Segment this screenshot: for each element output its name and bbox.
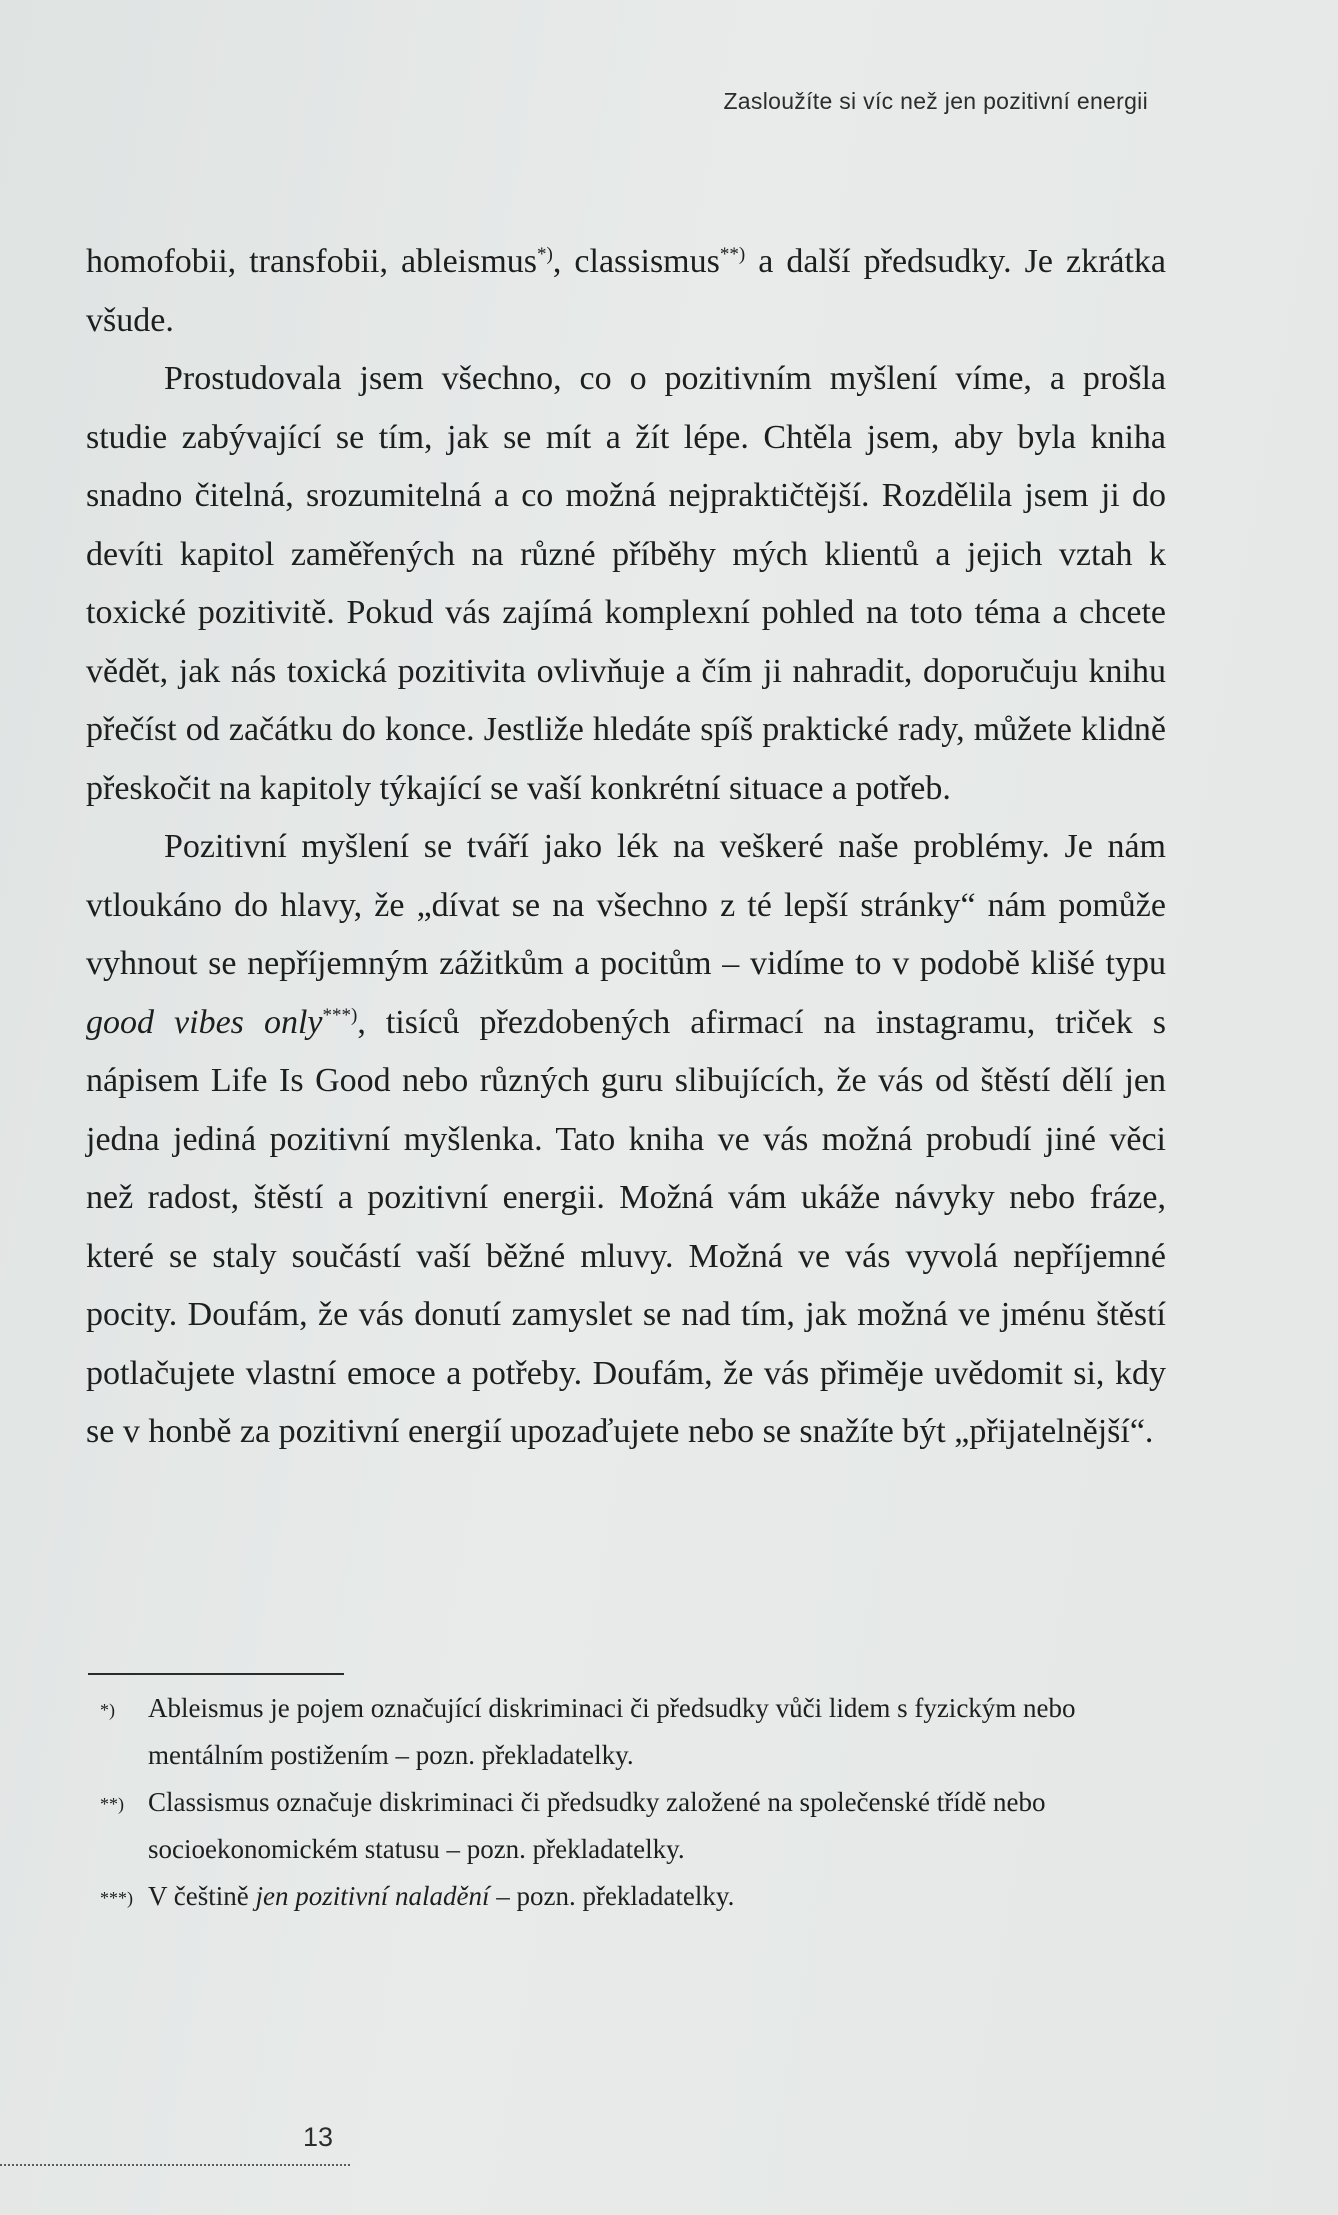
footnote-text xyxy=(148,1779,1170,1873)
body-text xyxy=(86,233,1166,1462)
text-run: , tisíců přezdobených afirmací na instagramu, triček s nápisem Life Is Good nebo různých guru slibujících, že vás od štěstí dělí jen jedna jediná pozitivní myšlenka. Tato kniha ve vás možná probudí jiné věci než radost, štěstí a pozitivní energii. Možná vám ukáže návyky nebo fráze, které se staly součástí vaší běžné mluvy. Možná ve vás vyvolá nepříjemné pocity. Doufám, že vás donutí zamyslet se nad tím, jak možná ve jménu štěstí potlačujete vlastní emoce a potřeby. Doufám, že vás přiměje uvědomit si, kdy se v honbě za pozitivní energií upozaďujete nebo se snažíte být „přijatelnější“. xyxy=(86,1003,1166,1450)
text-run: Ableismus je pojem označující diskriminaci či předsudky vůči lidem s fyzickým nebo mentálním postižením – pozn. překladatelky. xyxy=(148,1693,1076,1770)
text-run: homofobii, transfobii, ableismus xyxy=(86,243,538,280)
text-run: , classismus xyxy=(552,243,720,280)
italic-text: jen pozitivní naladění xyxy=(255,1881,490,1911)
text-run: Classismus označuje diskriminaci či předsudky založené na společenské třídě nebo socioekonomickém statusu – pozn. překladatelky. xyxy=(148,1787,1046,1864)
footnote xyxy=(100,1685,1170,1779)
paragraph xyxy=(86,233,1166,350)
bottom-dotted-line xyxy=(0,2164,350,2166)
paragraph xyxy=(86,350,1166,818)
text-run: V češtině xyxy=(148,1881,256,1911)
footnote-reference: *) xyxy=(537,244,553,265)
paragraph xyxy=(86,818,1166,1462)
footnote-reference: **) xyxy=(719,244,746,265)
text-run: – pozn. překladatelky. xyxy=(489,1881,735,1911)
footnote-mark: **) xyxy=(100,1794,124,1814)
footnote-text xyxy=(148,1685,1170,1779)
italic-text: good vibes only xyxy=(86,1003,323,1041)
page-number: 13 xyxy=(303,2122,334,2152)
footnote-rule xyxy=(88,1673,344,1675)
footnote-reference: ***) xyxy=(322,1004,358,1026)
footnotes xyxy=(100,1685,1170,1922)
text-run: Prostudovala jsem všechno, co o pozitivním myšlení víme, a prošla studie zabývající se tím, jak se mít a žít lépe. Chtěla jsem, aby byla kniha snadno čitelná, srozumitelná a co možná nejpraktičtější. Rozdělila jsem ji do devíti kapitol zaměřených na různé příběhy mých klientů a jejich vztah k toxické pozitivitě. Pokud vás zajímá komplexní pohled na toto téma a chcete vědět, jak nás toxická pozitivita ovlivňuje a čím ji nahradit, doporučuju knihu přečíst od začátku do konce. Jestliže hledáte spíš praktické rady, můžete klidně přeskočit na kapitoly týkající se vaší konkrétní situace a potřeb. xyxy=(86,360,1166,807)
footnote-mark: ***) xyxy=(100,1888,133,1908)
footnote xyxy=(100,1779,1170,1873)
footnote-text xyxy=(148,1873,1170,1922)
footnote xyxy=(100,1873,1170,1922)
footnote-mark: *) xyxy=(100,1700,115,1720)
text-run: Pozitivní myšlení se tváří jako lék na veškeré naše problémy. Je nám vtloukáno do hlavy, že „dívat se na všechno z té lepší stránky“ nám pomůže vyhnout se nepříjemným zážitkům a pocitům – vidíme to v podobě klišé typu xyxy=(86,828,1166,982)
running-head: Zasloužíte si víc než jen pozitivní energii xyxy=(723,88,1148,114)
text-run: a další předsudky. Je zkrátka všude. xyxy=(86,243,1167,339)
